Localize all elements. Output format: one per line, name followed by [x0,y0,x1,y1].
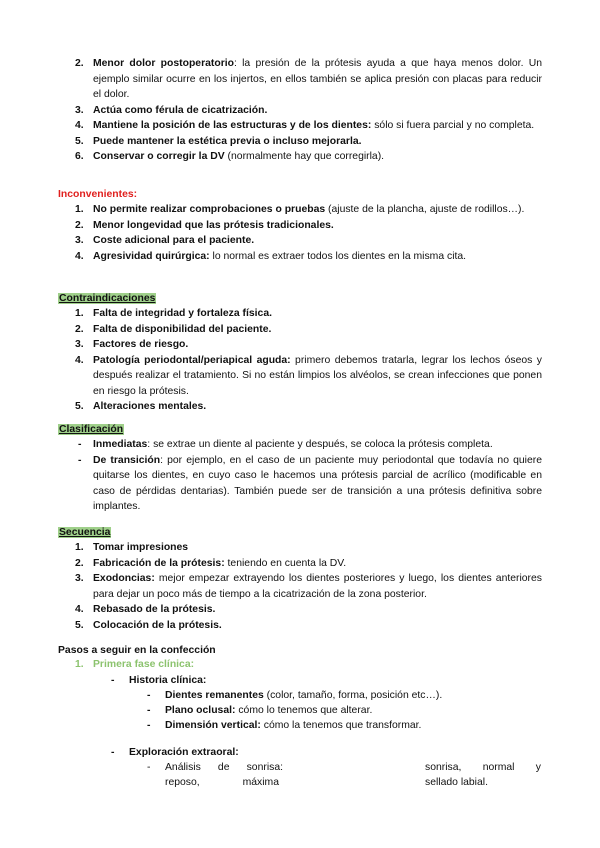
dash-bullet: - [147,690,151,701]
dash-bullet: - [111,675,115,686]
list-item: 4. Patología periodontal/periapical aguda: primero debemos tratarla, legrar los lechos óseos y después realizar el tratamiento. Si no están limpios los alvéolos, se crean infecciones que ponen en riesgo la prótesis. [75,354,542,397]
list-item: 6. Conservar o corregir la DV (normalmente hay que corregirla). [75,151,385,162]
list-item: 3. Factores de riesgo. [75,339,189,350]
section-heading-pasos: Pasos a seguir en la confección [58,645,216,656]
section-heading-secuencia: Secuencia [59,527,111,538]
analisis-right-line1: sonrisa, normal y [425,762,541,773]
dash-bullet: - [147,762,151,773]
secuencia-list [58,540,542,633]
list-item: - De transición: por ejemplo, en el caso de un paciente muy periodontal que todavía no quiere quitarse los dientes, en cuyo caso le hacemos una prótesis parcial de acrílico (modificable en caso de pérdidas dentarias). También puede ser de transición a una prótesis definitiva sobre implantes. [78,454,542,512]
list-item: 4. Agresividad quirúrgica: lo normal es extraer todos los dientes en la misma cita. [75,250,467,262]
list-item: 3. Coste adicional para el paciente. [75,235,255,246]
list-item: - Inmediatas: se extrae un diente al paciente y después, se coloca la prótesis completa. [78,439,493,450]
list-item: 4. Mantiene la posición de las estructuras y de los dientes: sólo si fuera parcial y no completa. [75,120,535,131]
list-item: 5. Puede mantener la estética previa o incluso mejorarla. [75,135,362,147]
analisis-left-line2: reposo, máxima [165,777,279,788]
fase-title: Primera fase clínica: [93,659,195,670]
list-item: 3. Actúa como férula de cicatrización. [75,104,268,116]
analisis-left-line1: Análisis de sonrisa: [165,762,283,773]
inconvenientes-list [58,202,542,264]
fase-number: 1. [75,659,84,670]
list-item: 1. Falta de integridad y fortaleza física. [75,308,273,319]
list-item: 2. Falta de disponibilidad del paciente. [75,323,272,335]
dash-bullet: - [111,747,115,758]
list-item: 5. Alteraciones mentales. [75,401,207,412]
analisis-right-line2: sellado labial. [425,777,488,788]
list-item: 2. Menor longevidad que las prótesis tradicionales. [75,219,334,231]
list-item: 4. Rebasado de la prótesis. [75,604,216,615]
list-item: 2. Menor dolor postoperatorio: la presión de la prótesis ayuda a que haya menos dolor. Un ejemplo similar ocurre en los injertos, en ellos también se aplica presión con placas para reducir el dolor. [75,58,542,100]
list-item: Dimensión vertical: cómo la tenemos que transformar. [165,720,422,731]
section-heading-clasificacion: Clasificación [59,424,124,435]
list-item: 2. Fabricación de la prótesis: teniendo en cuenta la DV. [75,557,347,569]
contraindicaciones-list [58,306,542,415]
clasificacion-list [58,437,542,515]
list-item: Plano oclusal: cómo lo tenemos que alterar. [165,705,373,716]
section-heading-contraindicaciones: Contraindicaciones [59,293,156,304]
historia-heading: Historia clínica: [129,675,207,686]
list-item: 5. Colocación de la prótesis. [75,619,222,631]
list-item: 1. No permite realizar comprobaciones o pruebas (ajuste de la plancha, ajuste de rodillos…). [75,204,525,215]
ventajas-list [58,56,542,165]
list-item: 3. Exodoncias: mejor empezar extrayendo los dientes posteriores y luego, los dientes anteriores para dejar un poco más de tiempo a la cicatrización de la zona posterior. [75,573,542,600]
exploracion-heading: Exploración extraoral: [129,747,239,758]
dash-bullet: - [147,705,151,716]
dash-bullet: - [147,720,151,731]
section-heading-inconvenientes: Inconvenientes: [58,189,138,200]
list-item: 1. Tomar impresiones [75,542,189,553]
list-item: Dientes remanentes (color, tamaño, forma, posición etc…). [165,690,443,701]
